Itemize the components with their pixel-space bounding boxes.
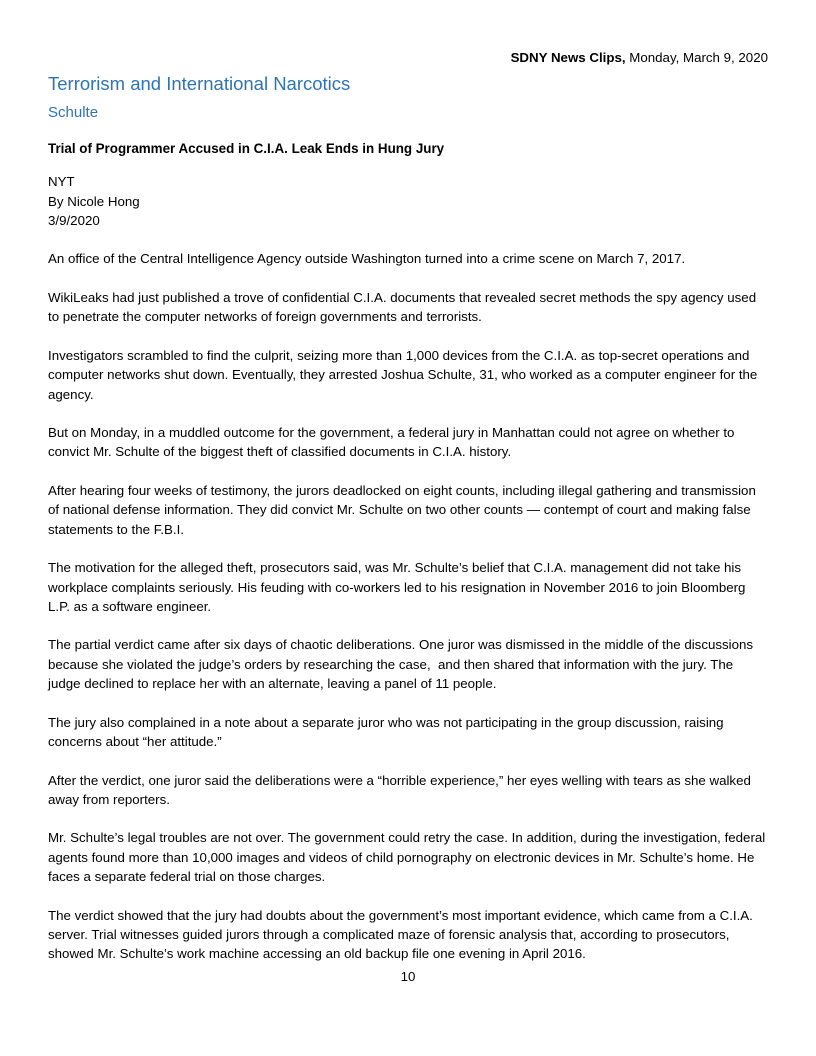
header-publication: SDNY News Clips, [510, 50, 626, 65]
article-body [48, 249, 768, 963]
page-number: 10 [400, 969, 416, 984]
article-paragraph: After hearing four weeks of testimony, the jurors deadlocked on eight counts, including illegal gathering and transmission of national defense information. They did convict Mr. Schulte on two other counts — contempt of court and making false statements to the F.B.I. [48, 483, 760, 537]
article-source: NYT [48, 174, 75, 190]
article-headline: Trial of Programmer Accused in C.I.A. Leak Ends in Hung Jury [48, 141, 445, 156]
page-header [48, 49, 768, 66]
article-date: 3/9/2020 [48, 212, 100, 228]
subsection-title: Schulte [48, 104, 99, 121]
header-date: Monday, March 9, 2020 [625, 50, 768, 65]
article-paragraph: The jury also complained in a note about a separate juror who was not participating in the group discussion, raising concerns about “her attitude.” [48, 714, 728, 749]
article-paragraph: After the verdict, one juror said the deliberations were a “horrible experience,” her eyes welling with tears as she walked away from reporters. [48, 772, 755, 807]
article-paragraph: The verdict showed that the jury had doubts about the government’s most important evidence, which came from a C.I.A. server. Trial witnesses guided jurors through a complicated maze of forensic analysis that, according to prosecutors, showed Mr. Schulte’s work machine accessing an old backup file one evening in April 2016. [48, 907, 757, 962]
article-author: By Nicole Hong [48, 193, 140, 209]
article-paragraph: An office of the Central Intelligence Agency outside Washington turned into a crime scene on March 7, 2017. [48, 251, 686, 267]
section-title: Terrorism and International Narcotics [48, 73, 351, 94]
article-paragraph: But on Monday, in a muddled outcome for the government, a federal jury in Manhattan could not agree on whether to convict Mr. Schulte of the biggest theft of classified documents in C.I.A. history. [48, 425, 739, 460]
article-paragraph: The partial verdict came after six days of chaotic deliberations. One juror was dismissed in the middle of the discussions because she violated the judge’s orders by researching the case, and then shared that information with the jury. The judge declined to replace her with an alternate, leaving a panel of 11 people. [48, 637, 757, 692]
article-paragraph: Mr. Schulte’s legal troubles are not over. The government could retry the case. In addition, during the investigation, federal agents found more than 10,000 images and videos of child pornography on electronic devices in Mr. Schulte’s home. He faces a separate federal trial on those charges. [48, 830, 769, 884]
article-paragraph: The motivation for the alleged theft, prosecutors said, was Mr. Schulte’s belief that C.I.A. management did not take his workplace complaints seriously. His feuding with co-workers led to his resignation in November 2016 to join Bloomberg L.P. as a software engineer. [48, 560, 750, 614]
article-paragraph: WikiLeaks had just published a trove of confidential C.I.A. documents that revealed secret methods the spy agency used to penetrate the computer networks of foreign governments and terrorists. [48, 290, 760, 325]
article-paragraph: Investigators scrambled to find the culprit, seizing more than 1,000 devices from the C.I.A. as top-secret operations and computer networks shut down. Eventually, they arrested Joshua Schulte, 31, who worked as a computer engineer for the agency. [48, 347, 762, 402]
article-byline-block [48, 172, 768, 230]
